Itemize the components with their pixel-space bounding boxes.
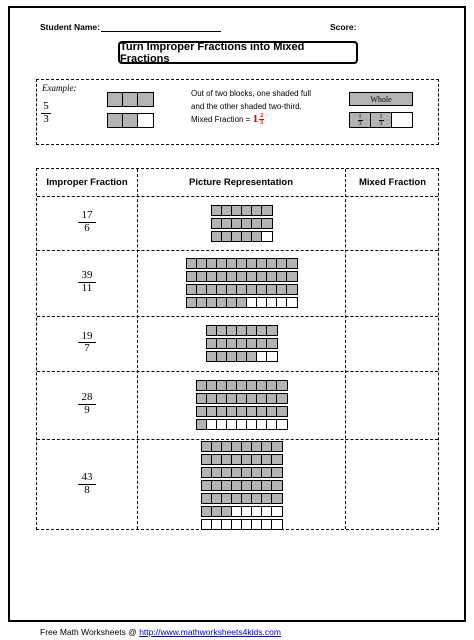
shaded-part — [197, 272, 207, 281]
mixed-denominator: 3 — [260, 120, 264, 126]
shaded-part — [242, 219, 252, 228]
shaded-part — [217, 381, 227, 390]
empty-part — [247, 298, 257, 307]
shaded-part — [227, 381, 237, 390]
worksheet-title — [118, 41, 358, 64]
fraction-block — [196, 406, 288, 417]
whole-block — [349, 92, 413, 106]
shaded-part — [242, 468, 252, 477]
footer — [40, 627, 281, 637]
shaded-part — [217, 298, 227, 307]
shaded-part — [262, 219, 272, 228]
fraction-block — [107, 113, 154, 128]
shaded-part — [267, 339, 277, 348]
third-cell — [350, 113, 371, 127]
shaded-part — [212, 232, 222, 241]
shaded-part — [267, 326, 277, 335]
shaded-part — [222, 481, 232, 490]
shaded-part — [212, 468, 222, 477]
shaded-part — [242, 206, 252, 215]
empty-part — [277, 298, 287, 307]
fraction-block — [201, 519, 283, 530]
empty-part — [272, 520, 282, 529]
shaded-part — [252, 442, 262, 451]
column-divider — [137, 169, 138, 529]
shaded-part — [202, 442, 212, 451]
shaded-part — [277, 259, 287, 268]
empty-part — [232, 520, 242, 529]
shaded-part — [252, 494, 262, 503]
fraction-block — [107, 92, 154, 107]
empty-part — [262, 520, 272, 529]
shaded-part — [217, 352, 227, 361]
empty-part — [212, 520, 222, 529]
shaded-part — [242, 442, 252, 451]
shaded-part — [287, 285, 297, 294]
shaded-part — [202, 455, 212, 464]
shaded-part — [222, 206, 232, 215]
empty-part — [262, 232, 272, 241]
row-divider — [37, 439, 438, 440]
fraction-block — [186, 297, 298, 308]
student-name-label: Student Name: — [40, 22, 100, 32]
fraction-numerator: 39 — [81, 269, 93, 281]
shaded-part — [252, 455, 262, 464]
shaded-part — [277, 394, 287, 403]
shaded-part — [247, 339, 257, 348]
shaded-part — [232, 455, 242, 464]
empty-part — [277, 420, 287, 429]
empty-part — [227, 420, 237, 429]
shaded-part — [187, 272, 197, 281]
shaded-part — [187, 298, 197, 307]
shaded-part — [277, 285, 287, 294]
shaded-part — [207, 272, 217, 281]
fraction-numerator: 43 — [81, 471, 93, 483]
mixed-fraction-answer[interactable] — [346, 197, 439, 249]
shaded-part — [252, 481, 262, 490]
third-fraction — [358, 114, 363, 127]
shaded-part — [227, 259, 237, 268]
shaded-part — [242, 232, 252, 241]
shaded-part — [187, 259, 197, 268]
third-fraction — [379, 114, 384, 127]
shaded-part — [267, 272, 277, 281]
shaded-part — [212, 507, 222, 516]
shaded-part — [237, 326, 247, 335]
shaded-part — [272, 494, 282, 503]
empty-part — [222, 520, 232, 529]
fraction-block — [206, 338, 278, 349]
shaded-part — [247, 326, 257, 335]
fraction-denominator: 11 — [81, 281, 93, 294]
row-divider — [37, 250, 438, 251]
shaded-part — [212, 481, 222, 490]
fractions-table — [36, 168, 439, 530]
worksheet-title-text: Turn Improper Fractions into Mixed Fractions — [120, 40, 305, 65]
fraction-block — [186, 258, 298, 269]
shaded-part — [272, 455, 282, 464]
shaded-part — [222, 455, 232, 464]
footer-prefix: Free Math Worksheets @ — [40, 627, 137, 637]
mixed-fraction-label: Mixed Fraction = — [191, 115, 251, 124]
shaded-part — [197, 407, 207, 416]
example-text-line2: and the other shaded two-third. — [191, 102, 302, 111]
shaded-part — [242, 455, 252, 464]
shaded-part — [222, 442, 232, 451]
shaded-part — [212, 455, 222, 464]
fraction-denominator: 7 — [84, 342, 90, 355]
third-numerator: 1 — [379, 113, 383, 120]
empty-part — [252, 507, 262, 516]
third-numerator: 1 — [358, 113, 362, 120]
example-label: Example: — [42, 83, 77, 93]
shaded-part — [187, 285, 197, 294]
fraction-numerator: 17 — [81, 209, 93, 221]
improper-fraction — [78, 472, 96, 496]
shaded-part — [267, 381, 277, 390]
mixed-fraction-answer[interactable] — [346, 440, 439, 530]
shaded-part — [207, 381, 217, 390]
shaded-part — [272, 442, 282, 451]
header-mixed-fraction: Mixed Fraction — [358, 177, 427, 188]
shaded-part — [123, 93, 138, 106]
shaded-part — [212, 219, 222, 228]
shaded-part — [197, 394, 207, 403]
shaded-part — [257, 259, 267, 268]
shaded-part — [257, 272, 267, 281]
shaded-part — [257, 326, 267, 335]
header-picture-representation: Picture Representation — [189, 177, 293, 188]
fraction-block — [201, 480, 283, 491]
shaded-part — [197, 298, 207, 307]
row-divider — [37, 371, 438, 372]
shaded-part — [247, 259, 257, 268]
whole-label: Whole — [370, 94, 392, 104]
shaded-part — [277, 407, 287, 416]
shaded-part — [237, 394, 247, 403]
fraction-denominator: 9 — [84, 403, 90, 416]
shaded-part — [272, 468, 282, 477]
shaded-part — [227, 285, 237, 294]
shaded-part — [237, 259, 247, 268]
shaded-part — [227, 298, 237, 307]
fraction-block — [201, 454, 283, 465]
shaded-part — [217, 259, 227, 268]
shaded-part — [267, 285, 277, 294]
shaded-part — [257, 285, 267, 294]
shaded-part — [227, 394, 237, 403]
shaded-part — [237, 298, 247, 307]
shaded-part — [262, 494, 272, 503]
shaded-part — [217, 326, 227, 335]
fraction-block — [211, 218, 273, 229]
third-denominator: 3 — [358, 120, 362, 127]
empty-part — [252, 520, 262, 529]
fraction-block — [201, 506, 283, 517]
fraction-block — [201, 441, 283, 452]
shaded-part — [252, 206, 262, 215]
shaded-part — [207, 285, 217, 294]
shaded-part — [123, 114, 138, 127]
empty-part — [202, 520, 212, 529]
empty-part — [217, 420, 227, 429]
empty-part — [257, 420, 267, 429]
shaded-part — [222, 494, 232, 503]
shaded-part — [227, 326, 237, 335]
shaded-part — [262, 442, 272, 451]
mixed-numerator: 2 — [260, 113, 264, 119]
example-numerator: 5 — [43, 100, 49, 112]
fraction-denominator: 8 — [84, 483, 90, 496]
empty-part — [257, 298, 267, 307]
improper-fraction — [78, 331, 96, 355]
shaded-part — [222, 219, 232, 228]
shaded-part — [237, 272, 247, 281]
shaded-part — [242, 494, 252, 503]
shaded-part — [232, 494, 242, 503]
improper-fraction — [78, 210, 96, 234]
shaded-part — [232, 481, 242, 490]
shaded-part — [272, 481, 282, 490]
shaded-part — [252, 232, 262, 241]
shaded-part — [197, 259, 207, 268]
shaded-part — [267, 394, 277, 403]
fraction-block — [211, 231, 273, 242]
empty-part — [237, 420, 247, 429]
shaded-part — [232, 219, 242, 228]
shaded-part — [257, 394, 267, 403]
shaded-part — [212, 206, 222, 215]
shaded-part — [252, 219, 262, 228]
shaded-part — [197, 285, 207, 294]
shaded-part — [227, 339, 237, 348]
example-fraction — [41, 101, 51, 125]
shaded-part — [217, 339, 227, 348]
shaded-part — [202, 481, 212, 490]
footer-link[interactable]: http://www.mathworksheets4kids.com — [139, 627, 281, 637]
empty-part — [257, 352, 267, 361]
fraction-block — [196, 393, 288, 404]
shaded-part — [202, 494, 212, 503]
fraction-denominator: 6 — [84, 221, 90, 234]
shaded-part — [222, 468, 232, 477]
shaded-part — [262, 455, 272, 464]
shaded-part — [252, 468, 262, 477]
example-explanation — [191, 87, 356, 126]
mixed-part — [259, 113, 264, 126]
shaded-part — [207, 352, 217, 361]
shaded-part — [207, 339, 217, 348]
empty-part — [138, 114, 153, 127]
empty-part — [207, 420, 217, 429]
third-denominator: 3 — [379, 120, 383, 127]
empty-part — [262, 507, 272, 516]
empty-part — [247, 420, 257, 429]
shaded-part — [207, 298, 217, 307]
shaded-part — [202, 507, 212, 516]
shaded-part — [138, 93, 153, 106]
example-text-line1: Out of two blocks, one shaded full — [191, 89, 312, 98]
shaded-part — [232, 442, 242, 451]
example-mixed-fraction — [253, 113, 265, 126]
score-label: Score: — [330, 22, 357, 32]
fraction-block — [186, 284, 298, 295]
shaded-part — [257, 381, 267, 390]
shaded-part — [262, 206, 272, 215]
fraction-block — [196, 380, 288, 391]
student-name-line[interactable] — [101, 31, 221, 32]
shaded-part — [247, 272, 257, 281]
shaded-part — [247, 381, 257, 390]
mixed-fraction-answer[interactable] — [346, 317, 439, 370]
row-divider — [37, 196, 438, 197]
shaded-part — [227, 352, 237, 361]
empty-part — [267, 420, 277, 429]
shaded-part — [197, 381, 207, 390]
shaded-part — [287, 272, 297, 281]
mixed-whole: 1 — [252, 113, 259, 125]
fraction-block — [206, 351, 278, 362]
mixed-fraction-answer[interactable] — [346, 251, 439, 315]
improper-fraction — [78, 270, 96, 294]
shaded-part — [242, 481, 252, 490]
empty-part — [287, 298, 297, 307]
shaded-part — [277, 381, 287, 390]
fraction-numerator: 19 — [81, 329, 93, 342]
shaded-part — [108, 114, 123, 127]
empty-part — [242, 507, 252, 516]
empty-part — [272, 507, 282, 516]
example-mixed-line — [191, 113, 356, 126]
empty-part — [267, 352, 277, 361]
shaded-part — [232, 232, 242, 241]
example-denominator: 3 — [43, 112, 49, 125]
shaded-part — [202, 468, 212, 477]
shaded-part — [247, 407, 257, 416]
shaded-part — [267, 407, 277, 416]
fraction-block — [201, 467, 283, 478]
shaded-part — [237, 352, 247, 361]
shaded-part — [217, 394, 227, 403]
fraction-block — [211, 205, 273, 216]
empty-part — [242, 520, 252, 529]
fraction-block — [201, 493, 283, 504]
shaded-part — [262, 468, 272, 477]
shaded-part — [267, 259, 277, 268]
shaded-part — [217, 407, 227, 416]
shaded-part — [237, 285, 247, 294]
shaded-part — [237, 407, 247, 416]
fraction-block — [196, 419, 288, 430]
shaded-part — [227, 272, 237, 281]
shaded-part — [197, 420, 207, 429]
third-cell — [371, 113, 392, 127]
improper-fraction — [78, 392, 96, 416]
shaded-part — [237, 339, 247, 348]
shaded-part — [257, 407, 267, 416]
mixed-fraction-answer[interactable] — [346, 372, 439, 438]
shaded-part — [108, 93, 123, 106]
shaded-part — [227, 407, 237, 416]
shaded-part — [257, 339, 267, 348]
shaded-part — [207, 407, 217, 416]
row-divider — [37, 316, 438, 317]
fraction-block — [186, 271, 298, 282]
example-box — [36, 79, 439, 145]
shaded-part — [217, 285, 227, 294]
shaded-part — [222, 507, 232, 516]
fraction-block — [206, 325, 278, 336]
empty-part — [267, 298, 277, 307]
shaded-part — [262, 481, 272, 490]
shaded-part — [207, 259, 217, 268]
third-cell-empty — [392, 113, 412, 127]
shaded-part — [247, 285, 257, 294]
shaded-part — [207, 394, 217, 403]
shaded-part — [232, 206, 242, 215]
shaded-part — [247, 352, 257, 361]
shaded-part — [217, 272, 227, 281]
shaded-part — [212, 494, 222, 503]
shaded-part — [212, 442, 222, 451]
thirds-block — [349, 112, 413, 128]
fraction-numerator: 28 — [81, 391, 93, 403]
shaded-part — [277, 272, 287, 281]
shaded-part — [247, 394, 257, 403]
shaded-part — [207, 326, 217, 335]
shaded-part — [222, 232, 232, 241]
empty-part — [232, 507, 242, 516]
shaded-part — [237, 381, 247, 390]
header-improper-fraction: Improper Fraction — [46, 177, 128, 188]
shaded-part — [232, 468, 242, 477]
shaded-part — [287, 259, 297, 268]
